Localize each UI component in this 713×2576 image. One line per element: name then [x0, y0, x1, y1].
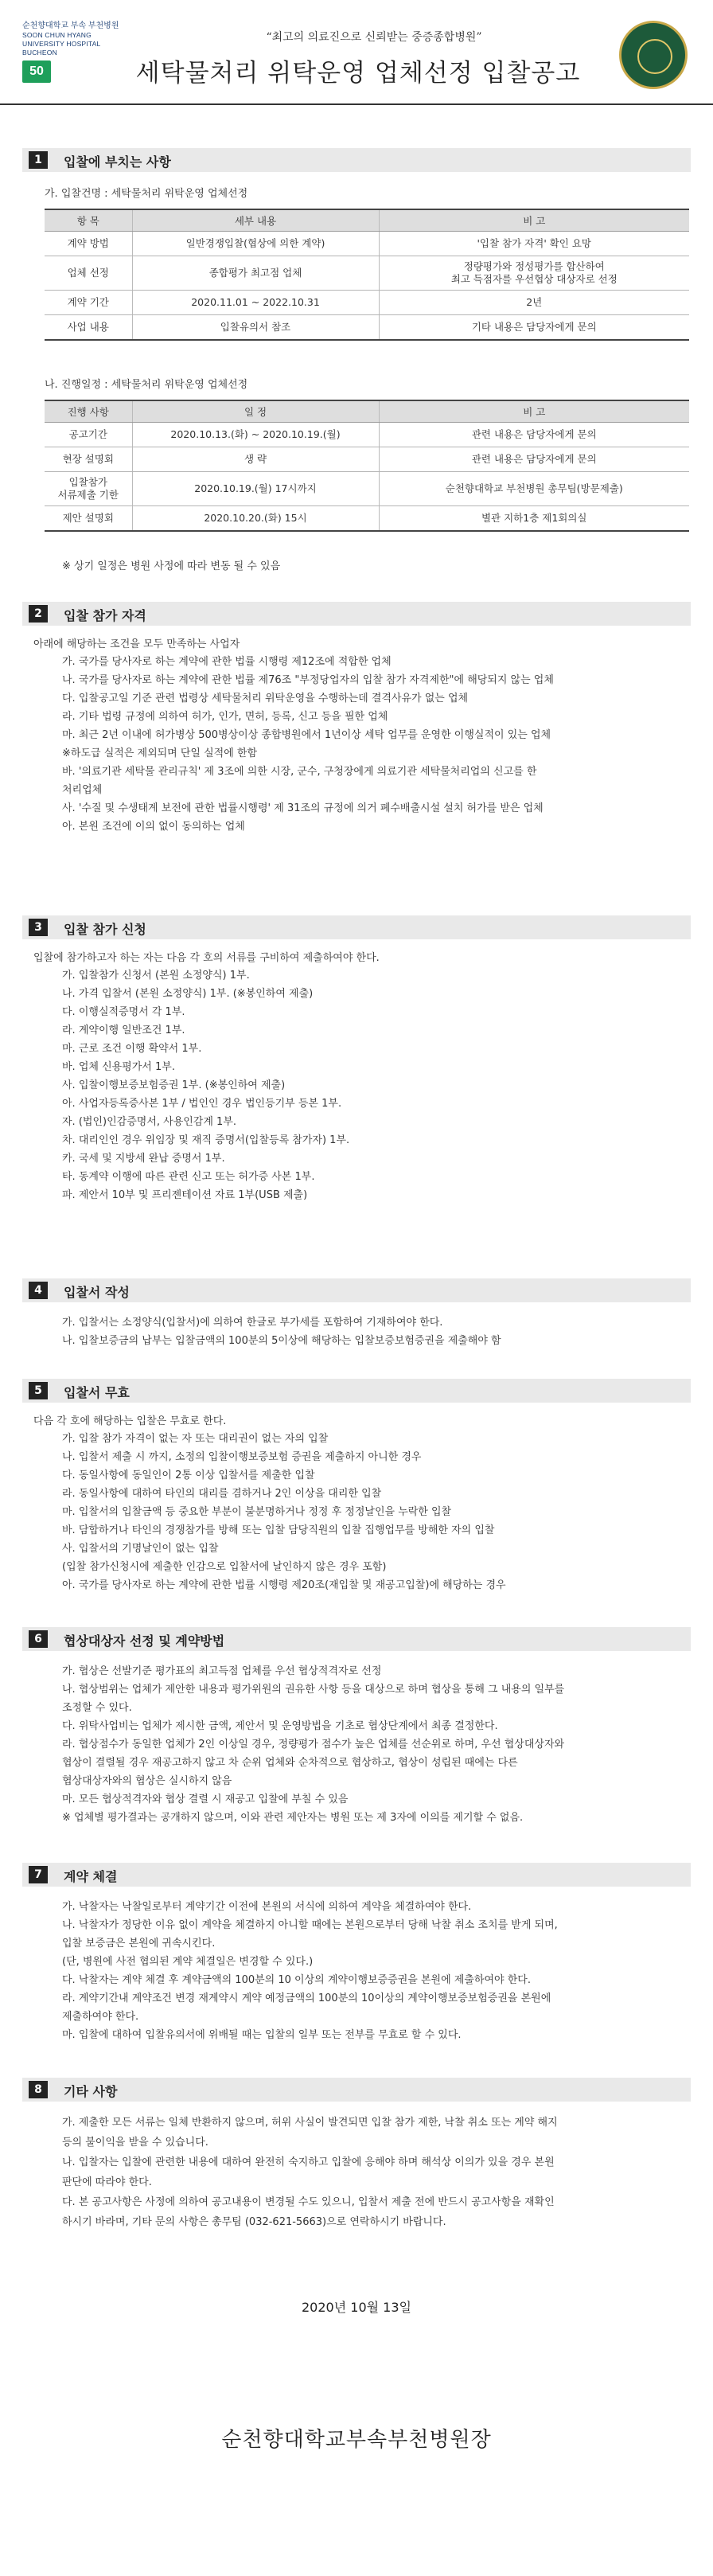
table-header: 비 고	[379, 209, 689, 232]
negotiation-list	[45, 1662, 681, 1827]
section-title: 협상대상자 선정 및 계약방법	[64, 1633, 225, 1649]
section-8-header	[22, 2078, 691, 2102]
notice-date: 2020년 10월 13일	[302, 2300, 411, 2315]
section-intro: 다음 각 호에 해당하는 입찰은 무효로 한다.	[33, 1415, 227, 1427]
section-number: 2	[29, 605, 48, 623]
list-item: 바. '의료기관 세탁물 관리규칙' 제 3조에 의한 시장, 군수, 구청장에게 의료기관 세탁물처리업의 신고를 한	[62, 766, 537, 778]
list-item: 다. 동일사항에 동일인이 2통 이상 입찰서를 제출한 입찰	[62, 1469, 315, 1481]
table-cell: 공고기간	[45, 423, 132, 447]
logo-text-en: UNIVERSITY HOSPITAL	[22, 40, 101, 48]
list-item: 사. 입찰서의 기명날인이 없는 입찰	[62, 1543, 219, 1555]
eligibility-list	[45, 653, 681, 836]
list-item: 마. 근로 조건 이행 확약서 1부.	[62, 1043, 202, 1055]
list-item: 카. 국세 및 지방세 완납 증명서 1부.	[62, 1153, 225, 1165]
list-item: 협상이 결렬될 경우 재공고하지 않고 차 순위 업체와 순차적으로 협상하고, 협상이 성립된 때에는 다른	[62, 1757, 518, 1769]
section-title: 입찰서 작성	[64, 1285, 130, 1300]
list-item: 아. 국가를 당사자로 하는 계약에 관한 법률 시행령 제20조(재입찰 및 재공고입찰)에 해당하는 경우	[62, 1579, 506, 1591]
section-4-header	[22, 1278, 691, 1302]
list-item: 라. 협상점수가 동일한 업체가 2인 이상일 경우, 정량평가 점수가 높은 업체를 선순위로 하며, 우선 협상대상자와	[62, 1739, 565, 1751]
list-item: 가. 입찰참가 신청서 (본원 소정양식) 1부.	[62, 970, 250, 982]
table-row	[45, 472, 689, 506]
list-item: 라. 동일사항에 대하여 타인의 대리를 겸하거나 2인 이상을 대리한 입찰	[62, 1488, 382, 1500]
table-cell: 순천향대학교 부천병원 총무팀(방문제출)	[379, 472, 689, 506]
subheading: 나. 진행일정 : 세탁물처리 위탁운영 업체선정	[45, 379, 248, 391]
table-cell: 관련 내용은 담당자에게 문의	[379, 423, 689, 447]
list-item: 가. 입찰 참가 자격이 없는 자 또는 대리권이 없는 자의 입찰	[62, 1433, 329, 1445]
logo-text: 순천향대학교 부속 부천병원	[22, 21, 119, 30]
table-cell: 관련 내용은 담당자에게 문의	[379, 447, 689, 472]
section-intro: 아래에 해당하는 조건을 모두 만족하는 사업자	[33, 638, 240, 650]
list-item: (입찰 참가신청시에 제출한 인감으로 입찰서에 날인하지 않은 경우 포함)	[62, 1561, 387, 1573]
list-item: 사. 입찰이행보증보험증권 1부. (※봉인하여 제출)	[62, 1079, 286, 1091]
list-item: 조정할 수 있다.	[62, 1702, 132, 1714]
table-cell: 별관 지하1층 제1회의실	[379, 506, 689, 532]
table-cell: 입찰참가 서류제출 기한	[45, 472, 132, 506]
contract-list	[45, 1898, 681, 2044]
table-cell: 일반경쟁입찰(협상에 의한 계약)	[132, 232, 379, 256]
list-item: 등의 불이익을 받을 수 있습니다.	[62, 2137, 208, 2149]
table-header: 항 목	[45, 209, 132, 232]
section-number: 6	[29, 1630, 48, 1648]
list-item: 다. 입찰공고일 기준 관련 법령상 세탁물처리 위탁운영을 수행하는데 결격사유가 없는 업체	[62, 693, 469, 704]
list-item: 입찰 보증금은 본원에 귀속시킨다.	[62, 1938, 216, 1950]
table-header: 일 정	[132, 400, 379, 423]
issuer-name: 순천향대학교부속부천병원장	[221, 2428, 492, 2452]
university-seal-icon	[619, 21, 688, 89]
list-item: 차. 대리인인 경우 위임장 및 재직 증명서(입찰등록 참가자) 1부.	[62, 1134, 350, 1146]
table-header: 진행 사항	[45, 400, 132, 423]
list-item: 마. 최근 2년 이내에 허가병상 500병상이상 종합병원에서 1년이상 세탁 업무를 운영한 이행실적이 있는 업체	[62, 729, 551, 741]
section-number: 7	[29, 1866, 48, 1883]
list-item: 나. 협상범위는 업체가 제안한 내용과 평가위원의 권유한 사항 등을 대상으로 하며 협상을 통해 그 내용의 일부를	[62, 1684, 565, 1696]
section-number: 5	[29, 1382, 48, 1399]
list-item: 가. 입찰서는 소정양식(입찰서)에 의하여 한글로 부가세를 포함하여 기재하여야 한다.	[62, 1317, 443, 1329]
table-header: 비 고	[379, 400, 689, 423]
list-item: 마. 입찰서의 입찰금액 등 중요한 부분이 불분명하거나 정정 후 정정날인을 누락한 입찰	[62, 1506, 452, 1518]
list-item: 라. 기타 법령 규정에 의하여 허가, 인가, 면허, 등록, 신고 등을 필한 업체	[62, 711, 388, 723]
table-cell: 계약 방법	[45, 232, 132, 256]
section-intro: 입찰에 참가하고자 하는 자는 다음 각 호의 서류를 구비하여 제출하여야 한다.	[33, 952, 380, 964]
table-cell: 종합평가 최고점 업체	[132, 256, 379, 291]
table-cell: 업체 선정	[45, 256, 132, 291]
list-item: 다. 위탁사업비는 업체가 제시한 금액, 제안서 및 운영방법을 기초로 협상단계에서 최종 결정한다.	[62, 1720, 498, 1732]
list-item: 라. 계약기간내 계약조건 변경 재계약시 계약 예정금액의 100분의 10이상의 계약이행보증보험증권을 본원에	[62, 1992, 551, 2004]
list-item: 다. 낙찰자는 계약 체결 후 계약금액의 100분의 10 이상의 계약이행보증증권을 본원에 제출하여야 한다.	[62, 1974, 531, 1986]
schedule-table	[45, 400, 689, 532]
list-item: 타. 동계약 이행에 따른 관련 신고 또는 허가증 사본 1부.	[62, 1171, 315, 1183]
section-title: 입찰 참가 신청	[64, 922, 146, 937]
list-item: 가. 제출한 모든 서류는 일체 반환하지 않으며, 허위 사실이 발견되면 입찰 참가 제한, 낙찰 취소 또는 계약 해지	[62, 2117, 558, 2129]
bid-overview-table	[45, 209, 689, 341]
list-item: 자. (법인)인감증명서, 사용인감계 1부.	[62, 1116, 237, 1128]
section-5-header	[22, 1379, 691, 1403]
anniversary-badge: 50	[22, 60, 51, 83]
section-6-header	[22, 1627, 691, 1651]
logo-text-en: BUCHEON	[22, 49, 57, 57]
section-number: 3	[29, 919, 48, 936]
list-item: 바. 업체 신용평가서 1부.	[62, 1061, 175, 1073]
slogan: “최고의 의료진으로 신뢰받는 중증종합병원”	[266, 31, 482, 44]
section-3-header	[22, 915, 691, 939]
list-item: 라. 계약이행 일반조건 1부.	[62, 1025, 185, 1036]
table-row	[45, 256, 689, 291]
list-item: 다. 본 공고사항은 사정에 의하여 공고내용이 변경될 수도 있으니, 입찰서 제출 전에 반드시 공고사항을 재확인	[62, 2196, 555, 2208]
list-item: 아. 본원 조건에 이의 없이 동의하는 업체	[62, 821, 245, 833]
list-item: 제출하여야 한다.	[62, 2011, 139, 2023]
table-cell: 생 략	[132, 447, 379, 472]
list-item: 바. 담합하거나 타인의 경쟁참가를 방해 또는 입찰 담당직원의 입찰 집행업무를 방해한 자의 입찰	[62, 1524, 495, 1536]
table-cell: 2020.11.01 ~ 2022.10.31	[132, 291, 379, 315]
list-item: 나. 입찰보증금의 납부는 입찰금액의 100분의 5이상에 해당하는 입찰보증보험증권을 제출해야 함	[62, 1335, 501, 1347]
section-title: 기타 사항	[64, 2084, 118, 2099]
subheading: 가. 입찰건명 : 세탁물처리 위탁운영 업체선정	[45, 188, 248, 200]
table-row	[45, 232, 689, 256]
table-row	[45, 315, 689, 341]
logo-text-en: SOON CHUN HYANG	[22, 31, 92, 39]
list-item: 나. 낙찰자가 정당한 이유 없이 계약을 체결하지 아니할 때에는 본원으로부터 당해 낙찰 취소 조치를 받게 되며,	[62, 1919, 558, 1931]
list-item: 가. 국가를 당사자로 하는 계약에 관한 법률 시행령 제12조에 적합한 업체	[62, 656, 392, 668]
table-row	[45, 447, 689, 472]
section-7-header	[22, 1863, 691, 1887]
list-item: 나. 입찰자는 입찰에 관련한 내용에 대하여 완전히 숙지하고 입찰에 응해야 하며 해석상 이의가 있을 경우 본원	[62, 2156, 555, 2168]
section-number: 8	[29, 2081, 48, 2098]
section-number: 4	[29, 1282, 48, 1299]
list-item: 판단에 따라야 한다.	[62, 2176, 152, 2188]
list-item: 나. 가격 입찰서 (본원 소정양식) 1부. (※봉인하여 제출)	[62, 988, 314, 1000]
table-row	[45, 506, 689, 532]
invalid-bid-list	[45, 1430, 681, 1594]
bid-writing-list	[45, 1313, 681, 1350]
table-row	[45, 291, 689, 315]
list-item: 파. 제안서 10부 및 프리젠테이션 자료 1부(USB 제출)	[62, 1189, 308, 1201]
list-item: 마. 입찰에 대하여 입찰유의서에 위배될 때는 입찰의 일부 또는 전부를 무효로 할 수 있다.	[62, 2029, 462, 2041]
table-cell: '입찰 참가 자격' 확인 요망	[379, 232, 689, 256]
table-cell: 사업 내용	[45, 315, 132, 341]
table-cell: 제안 설명회	[45, 506, 132, 532]
table-cell: 2020.10.13.(화) ~ 2020.10.19.(월)	[132, 423, 379, 447]
section-number: 1	[29, 151, 48, 169]
table-cell: 2020.10.20.(화) 15시	[132, 506, 379, 532]
table-cell: 계약 기간	[45, 291, 132, 315]
section-title: 입찰에 부치는 사항	[64, 154, 171, 170]
table-row	[45, 423, 689, 447]
list-item: 협상대상자와의 협상은 실시하지 않음	[62, 1775, 232, 1787]
documents-list	[45, 966, 681, 1204]
list-item: 가. 협상은 선발기준 평가표의 최고득점 업체를 우선 협상적격자로 선정	[62, 1665, 382, 1677]
page-title: 세탁물처리 위탁운영 업체선정 입찰공고	[135, 59, 581, 88]
section-2-header	[22, 602, 691, 626]
list-item: ※하도급 실적은 제외되며 단일 실적에 한함	[62, 747, 258, 759]
table-cell: 기타 내용은 담당자에게 문의	[379, 315, 689, 341]
table-header: 세부 내용	[132, 209, 379, 232]
list-item: 나. 국가를 당사자로 하는 계약에 관한 법률 제76조 "부정당업자의 입찰 참가 자격제한"에 해당되지 않는 업체	[62, 674, 554, 686]
misc-list	[45, 2113, 681, 2232]
header-divider	[0, 103, 713, 105]
table-cell: 정량평가와 정성평가를 합산하여 최고 득점자를 우선협상 대상자로 선정	[379, 256, 689, 291]
list-item: (단, 병원에 사전 협의된 계약 체결일은 변경할 수 있다.)	[62, 1956, 314, 1968]
list-item: 하시기 바라며, 기타 문의 사항은 총무팀 (032-621-5663)으로 연락하시기 바랍니다.	[62, 2216, 446, 2228]
table-cell: 2년	[379, 291, 689, 315]
list-item: 마. 모든 협상적격자와 협상 결렬 시 재공고 입찰에 부칠 수 있음	[62, 1793, 349, 1805]
list-item: ※ 업체별 평가결과는 공개하지 않으며, 이와 관련 제안자는 병원 또는 제 3자에 이의를 제기할 수 없음.	[62, 1812, 524, 1824]
list-item: 가. 낙찰자는 낙찰일로부터 계약기간 이전에 본원의 서식에 의하여 계약을 체결하여야 한다.	[62, 1901, 472, 1913]
schedule-note: ※ 상기 일정은 병원 사정에 따라 변동 될 수 있음	[62, 560, 281, 572]
list-item: 사. '수질 및 수생태계 보전에 관한 법률시행령' 제 31조의 규정에 의거 폐수배출시설 설치 허가를 받은 업체	[62, 802, 544, 814]
list-item: 아. 사업자등록증사본 1부 / 법인인 경우 법인등기부 등본 1부.	[62, 1098, 342, 1110]
list-item: 나. 입찰서 제출 시 까지, 소정의 입찰이행보증보험 증권을 제출하지 아니한 경우	[62, 1451, 422, 1463]
section-title: 입찰서 무효	[64, 1385, 130, 1400]
section-1-header	[22, 148, 691, 172]
section-title: 입찰 참가 자격	[64, 608, 146, 623]
list-item: 처리업체	[62, 784, 103, 796]
table-cell: 현장 설명회	[45, 447, 132, 472]
table-cell: 2020.10.19.(월) 17시까지	[132, 472, 379, 506]
table-cell: 입찰유의서 참조	[132, 315, 379, 341]
list-item: 다. 이행실적증명서 각 1부.	[62, 1006, 185, 1018]
section-title: 계약 체결	[64, 1869, 118, 1884]
